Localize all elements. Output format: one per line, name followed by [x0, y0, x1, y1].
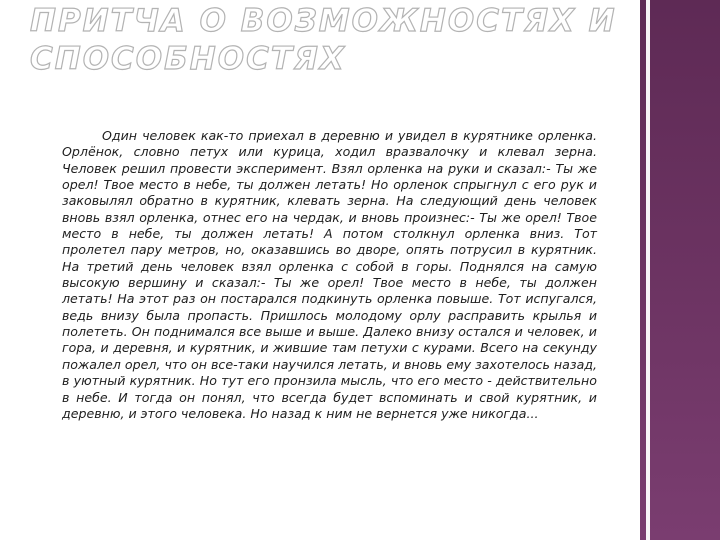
- decorative-side-line: [646, 0, 650, 540]
- decorative-side-band: [640, 0, 720, 540]
- slide-title: ПРИТЧА О ВОЗМОЖНОСТЯХ И СПОСОБНОСТЯХ: [30, 3, 617, 77]
- parable-text: Один человек как-то приехал в деревню и увидел в курятнике орленка. Орлёнок, словно петух или курица, ходил вразвалочку и клевал зерна. Человек решил провести эксперимент. Взял орленка на руки и сказал:- Ты же орел! Твое место в небе, ты должен летать! Но орленок спрыгнул с его рук и заковылял обратно в курятник, клевать зерна. На следующий день человек вновь взял орленка, отнес его на чердак, и вновь произнес:- Ты же орел! Твое место в небе, ты должен летать! А потом столкнул орленка вниз. Тот пролетел пару метров, но, оказавшись во дворе, опять потрусил в курятник. На третий день человек взял орленка с собой в горы. Поднялся на самую высокую вершину и сказал:- Ты же орел! Твое место в небе, ты должен летать! На этот раз он постарался подкинуть орленка повыше. Тот испугался, ведь внизу была пропасть. Пришлось молодому орлу расправить крылья и полететь. Он поднимался все выше и выше. Далеко внизу остался и человек, и гора, и деревня, и курятник, и жившие там петухи с курами. Всего на секунду пожалел орел, что он все-таки научился летать, и вновь ему захотелось назад, в уютный курятник. Но тут его пронзила мысль, что его место - действительно в небе. И тогда он понял, что всегда будет вспоминать и свой курятник, и деревню, и этого человека. Но назад к ним не вернется уже никогда...: [62, 128, 597, 421]
